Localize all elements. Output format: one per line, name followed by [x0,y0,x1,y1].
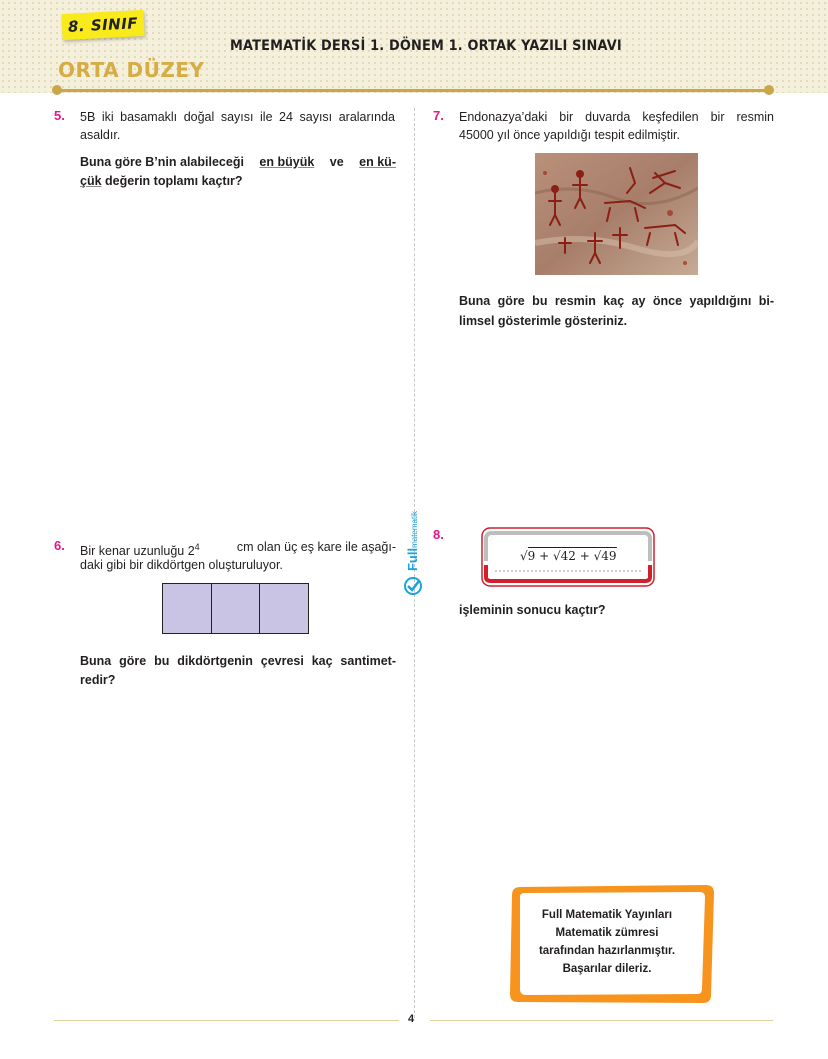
footer-line-right [430,1020,773,1021]
question-5-ask-line1 [80,153,396,172]
footer-line-left [54,1020,399,1021]
question-6-text-line2: daki gibi bir dikdörtgen oluşturuluyor. [80,558,283,572]
note-line-3: tarafından hazırlanmıştır. [538,945,676,957]
question-6-ask-line2: redir? [80,673,116,687]
ask-text: ve [329,155,344,169]
question-8-ask: işleminin sonucu kaçtır? [459,603,606,617]
ask-text: değerin toplamı kaçtır? [105,174,243,188]
ask-emphasis-largest: en büyük [259,155,315,169]
three-squares-rectangle [162,583,309,634]
publisher-note-text [526,906,688,978]
question-8-number: 8. [433,527,444,542]
q6-text-b: cm olan üç eş kare ile aşağı- [236,540,396,554]
square-3 [259,583,309,634]
question-7-ask-line2: limsel gösterimle gösteriniz. [459,314,628,328]
question-7-text-line2: 45000 yıl önce yapıldığı tespit edilmiştir. [459,128,680,142]
square-2 [211,583,261,634]
logo-brand: Full [405,547,421,572]
grade-label: 8. SINIF [67,14,139,36]
question-5-ask-line2 [80,172,243,191]
header-divider [56,89,770,92]
expr-part-b: 42 + [560,549,594,563]
question-5-number: 5. [54,108,65,123]
ask-text: Buna göre B’nin alabileceği [80,155,244,169]
note-line-4: Başarılar dileriz. [562,963,652,975]
cave-painting-image [535,153,698,275]
question-6-ask-line1: Buna göre bu dikdörtgenin çevresi kaç santimet- [80,654,396,668]
ask-emphasis-smallest: en kü- [359,155,396,169]
question-5-text-line2: asaldır. [80,128,121,142]
expr-part-a: 9 + [527,549,553,563]
expr-part-c: 49 [601,549,617,563]
logo-sub: matematik [410,510,420,548]
note-line-1: Full Matematik Yayınları [541,909,673,921]
q6-base: Bir kenar uzunluğu 2 [80,544,195,559]
header-divider-dot-left [52,85,62,95]
square-1 [162,583,212,634]
nested-root-expression: √9 + √42 + √49 [520,549,617,563]
grade-badge [61,10,144,40]
question-6-number: 6. [54,538,65,553]
header-divider-dot-right [764,85,774,95]
question-7-text-line1: Endonazya’daki bir duvarda keşfedilen bir resmin [459,110,774,124]
note-line-2: Matematik zümresi [555,927,659,939]
question-5-text-line1: 5B iki basamaklı doğal sayısı ile 24 sayısı aralarında [80,110,395,124]
page-number: 4 [408,1013,415,1025]
difficulty-level: ORTA DÜZEY [58,58,205,82]
question-7-number: 7. [433,108,444,123]
ask-emphasis-smallest-cont: çük [80,174,102,188]
question-7-ask-line1: Buna göre bu resmin kaç ay önce yapıldığını bi- [459,294,774,308]
full-matematik-logo [398,506,428,598]
exam-title: MATEMATİK DERSİ 1. DÖNEM 1. ORTAK YAZILI SINAVI [230,38,622,54]
q6-exponent: 4 [194,542,200,552]
